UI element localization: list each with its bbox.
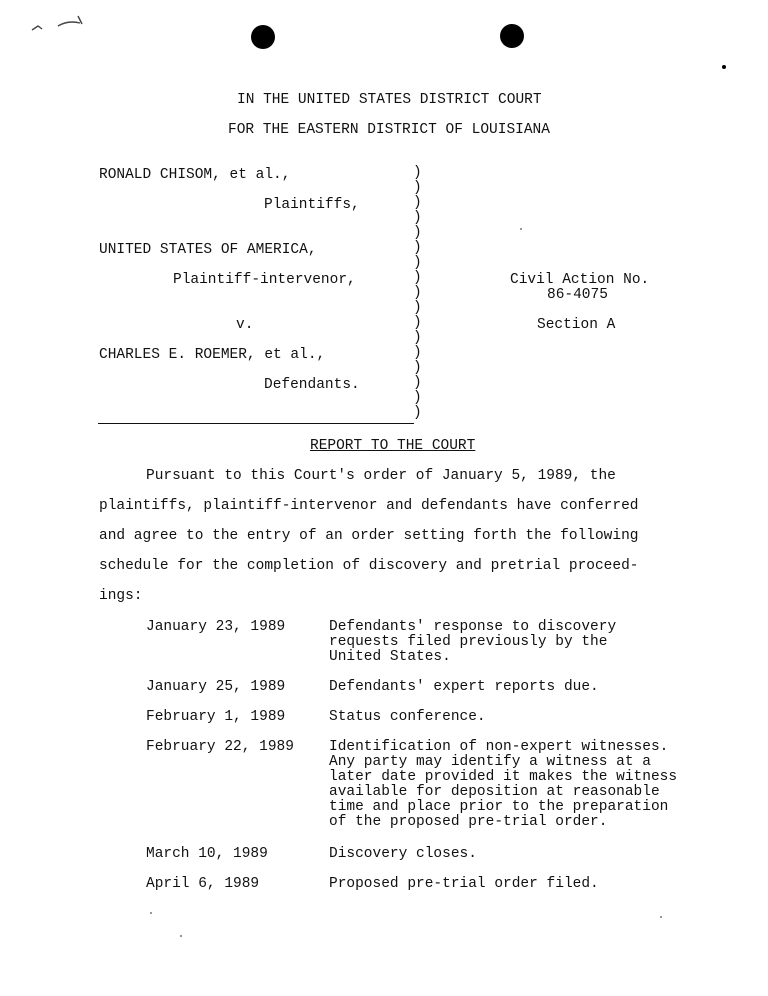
schedule-desc: Defendants' expert reports due. bbox=[329, 679, 599, 695]
caption-parentheses: ) ) ) ) ) ) ) ) ) ) ) ) ) ) ) ) ) bbox=[413, 165, 422, 421]
stray-speck bbox=[520, 228, 522, 230]
stray-speck bbox=[180, 935, 182, 937]
schedule-desc: Proposed pre-trial order filed. bbox=[329, 876, 599, 892]
stray-speck bbox=[660, 916, 662, 918]
schedule-date: March 10, 1989 bbox=[146, 846, 268, 862]
court-heading-line2: FOR THE EASTERN DISTRICT OF LOUISIANA bbox=[228, 122, 550, 138]
party-intervenor-role: Plaintiff-intervenor, bbox=[173, 272, 356, 288]
body-line: Pursuant to this Court's order of January 5, 1989, the bbox=[146, 468, 616, 484]
punch-hole-left bbox=[251, 25, 275, 49]
party-defendant-role: Defendants. bbox=[264, 377, 360, 393]
party-plaintiff: RONALD CHISOM, et al., bbox=[99, 167, 291, 183]
case-section: Section A bbox=[537, 317, 616, 333]
schedule-desc: Defendants' response to discovery requests filed previously by the United States. bbox=[329, 619, 617, 665]
schedule-desc: Status conference. bbox=[329, 709, 486, 725]
case-label: Civil Action No. bbox=[510, 272, 650, 288]
schedule-date: January 25, 1989 bbox=[146, 679, 286, 695]
schedule-date: February 22, 1989 bbox=[146, 739, 294, 755]
body-line: and agree to the entry of an order setting forth the following bbox=[99, 528, 639, 544]
body-line: plaintiffs, plaintiff-intervenor and defendants have conferred bbox=[99, 498, 639, 514]
scribble-mark bbox=[28, 10, 88, 36]
body-line: schedule for the completion of discovery and pretrial proceed- bbox=[99, 558, 639, 574]
schedule-date: January 23, 1989 bbox=[146, 619, 286, 635]
versus: v. bbox=[236, 317, 254, 333]
party-defendant: CHARLES E. ROEMER, et al., bbox=[99, 347, 326, 363]
stray-mark bbox=[722, 65, 726, 69]
body-line: ings: bbox=[99, 588, 143, 604]
stray-speck bbox=[150, 912, 152, 914]
caption-rule bbox=[98, 423, 414, 424]
punch-hole-right bbox=[500, 24, 524, 48]
schedule-date: February 1, 1989 bbox=[146, 709, 286, 725]
case-number: 86-4075 bbox=[547, 287, 608, 303]
schedule-desc: Identification of non-expert witnesses. Any party may identify a witness at a later date provided it makes the witness available for deposition at reasonable time and place prior to the preparation of the proposed pre-trial order. bbox=[329, 739, 678, 830]
party-plaintiff-role: Plaintiffs, bbox=[264, 197, 360, 213]
report-title: REPORT TO THE COURT bbox=[310, 438, 476, 454]
schedule-desc: Discovery closes. bbox=[329, 846, 477, 862]
court-heading-line1: IN THE UNITED STATES DISTRICT COURT bbox=[237, 92, 542, 108]
party-intervenor: UNITED STATES OF AMERICA, bbox=[99, 242, 317, 258]
schedule-date: April 6, 1989 bbox=[146, 876, 260, 892]
